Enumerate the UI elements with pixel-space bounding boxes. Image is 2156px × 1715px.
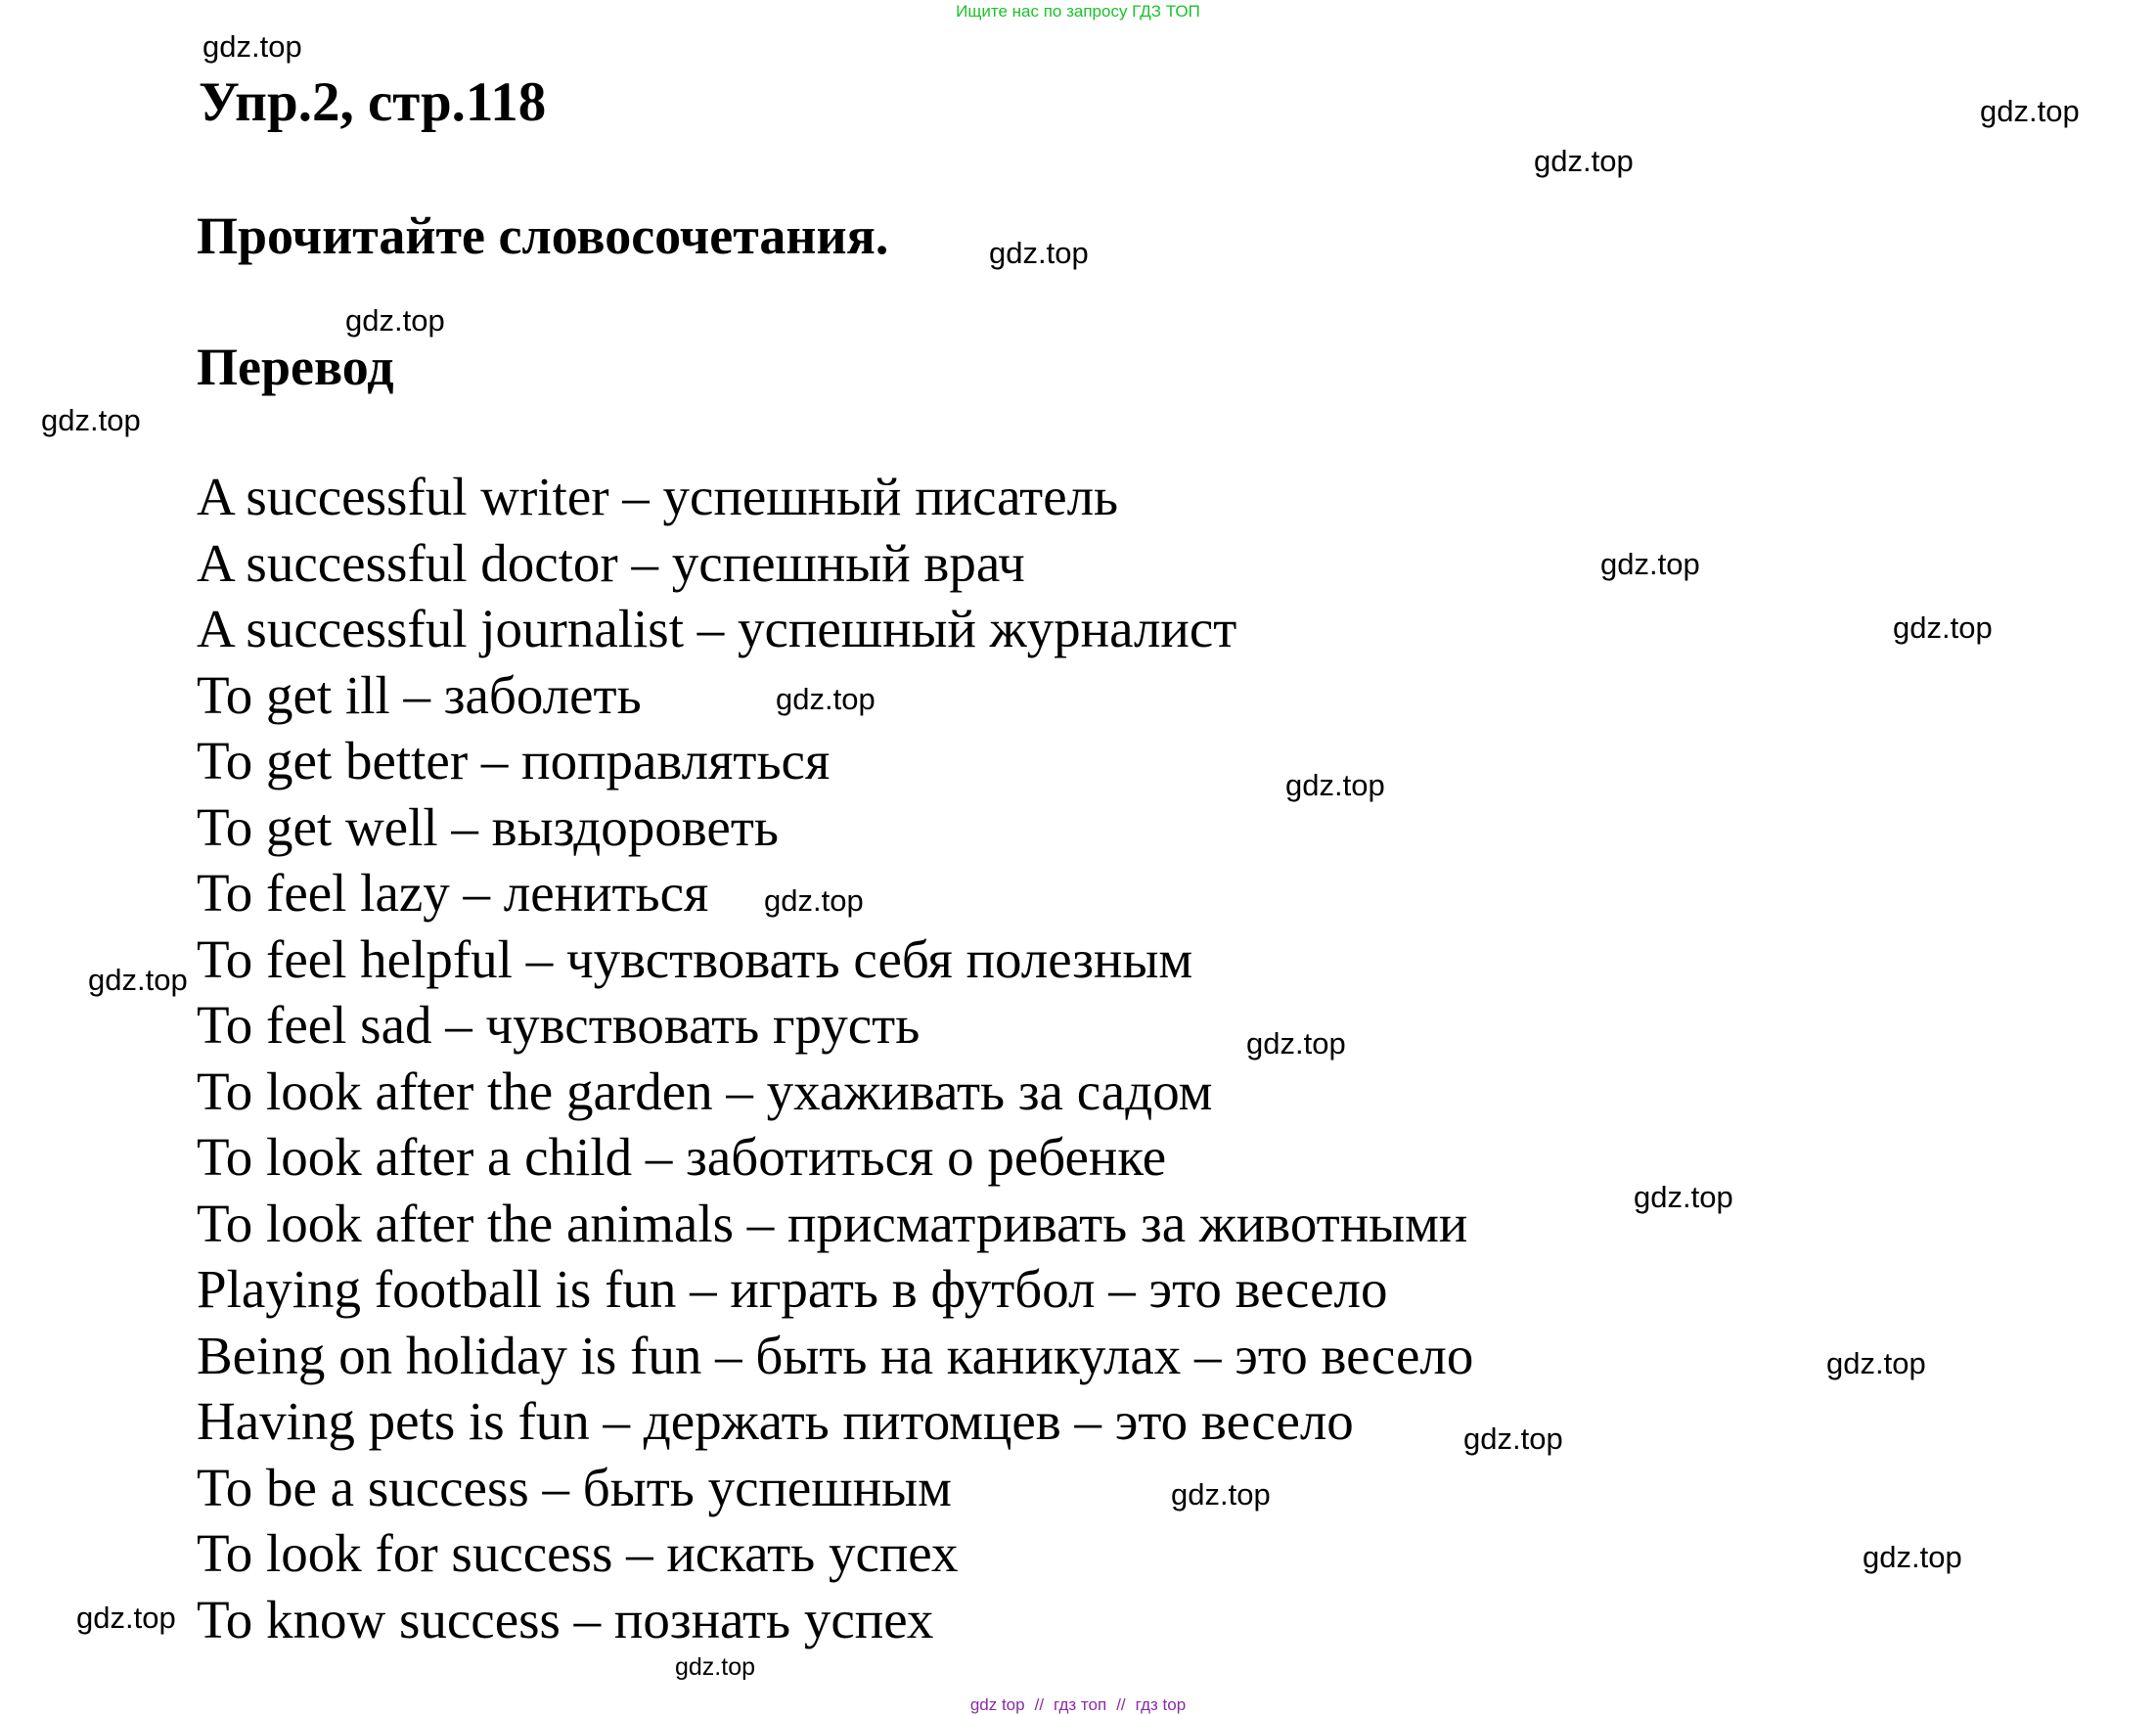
watermark: gdz.top [1534,144,1634,178]
phrase-line: To look after a child – заботиться о ребенке [197,1127,1167,1187]
phrase-line: A successful writer – успешный писатель [197,467,1119,526]
translation-heading: Перевод [197,338,394,396]
phrase-line: To get better – поправляться [197,731,831,790]
top-banner: Ищите нас по запросу ГДЗ ТОП [956,2,1200,21]
bottom-link[interactable]: гдз top [1135,1695,1187,1714]
watermark: gdz.top [1634,1180,1733,1214]
watermark: gdz.top [675,1653,756,1681]
phrase-line: To feel helpful – чувствовать себя полезным [197,928,1193,989]
phrase-line: A successful journalist – успешный журналист [197,599,1237,658]
watermark: gdz.top [1285,768,1385,802]
watermark: gdz.top [1980,94,2080,128]
watermark: gdz.top [41,403,141,437]
bottom-links [0,1695,2156,1715]
watermark: gdz.top [202,29,302,64]
bottom-link[interactable]: гдз топ [1054,1695,1107,1714]
phrase-line: A successful doctor – успешный врач [197,532,1025,593]
watermark: gdz.top [1826,1346,1926,1380]
phrase-line: To feel sad – чувствовать грусть [197,995,921,1055]
phrase-line: To know success – познать успех [197,1589,934,1649]
watermark: gdz.top [776,682,876,716]
phrase-line: To get well – выздороветь [197,796,779,857]
watermark: gdz.top [764,883,864,918]
phrase-line: To get ill – заболеть [197,664,642,725]
phrase-line: Having pets is fun – держать питомцев – это весело [197,1391,1354,1451]
watermark: gdz.top [1246,1026,1346,1061]
phrase-line: Being on holiday is fun – быть на каникулах – это весело [197,1325,1474,1385]
separator: // [1116,1695,1126,1714]
watermark: gdz.top [345,303,445,338]
watermark: gdz.top [1600,547,1700,581]
watermark: gdz.top [1863,1540,1962,1574]
phrase-line: To feel lazy – лениться [197,863,709,923]
phrase-line: To look after the garden – ухаживать за садом [197,1061,1213,1121]
watermark: gdz.top [989,236,1089,270]
phrase-line: Playing football is fun – играть в футбол – это весело [197,1259,1388,1319]
phrase-line: To look after the animals – присматривать за животными [197,1193,1468,1253]
bottom-link[interactable]: gdz top [969,1695,1025,1714]
phrase-line: To be a success – быть успешным [197,1457,952,1517]
exercise-title: Упр.2, стр.118 [199,71,547,133]
watermark: gdz.top [1463,1422,1563,1456]
separator: // [1034,1695,1045,1714]
phrase-line: To look for success – искать успех [197,1523,959,1583]
instruction-heading: Прочитайте словосочетания. [197,206,889,265]
watermark: gdz.top [88,963,188,997]
watermark: gdz.top [76,1601,176,1635]
watermark: gdz.top [1171,1477,1271,1512]
watermark: gdz.top [1893,610,1993,645]
